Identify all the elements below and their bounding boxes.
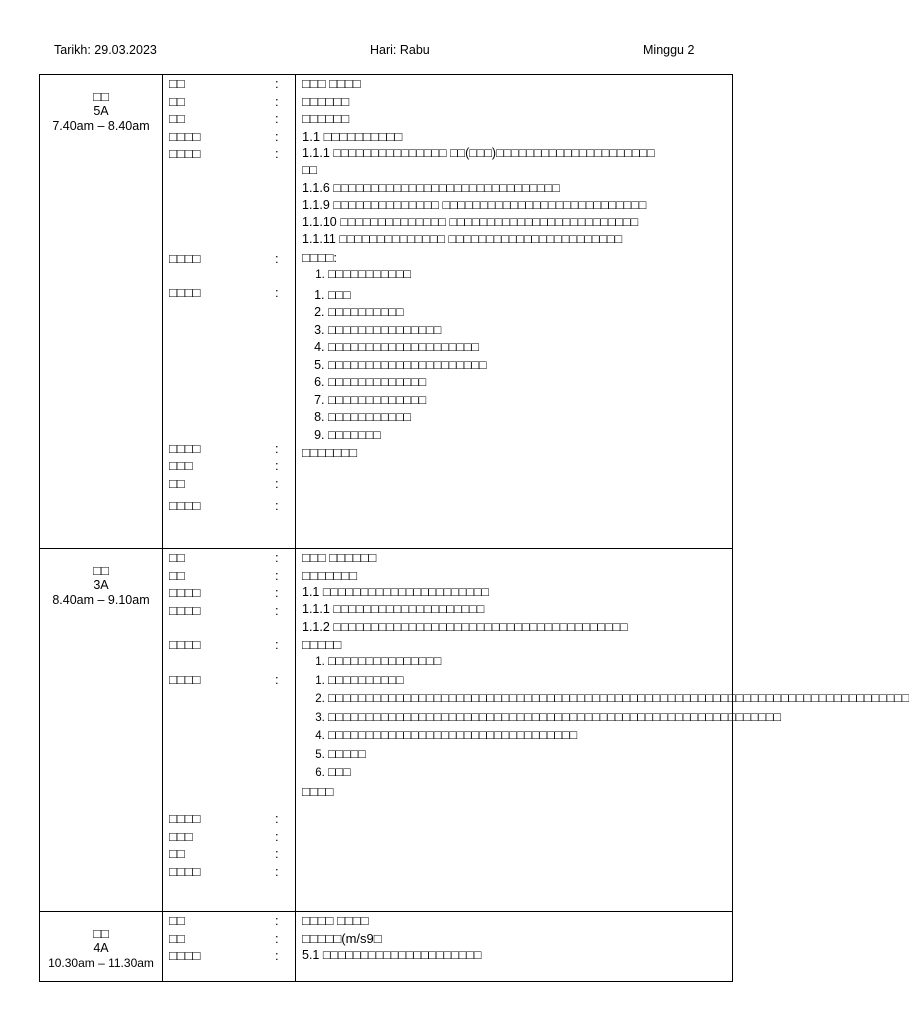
label-row: [169, 810, 295, 828]
field-label: □□: [169, 550, 185, 565]
list-item: 6. □□□□□□□□□□□□□: [328, 374, 732, 392]
field-label: □□□□: [169, 498, 201, 513]
label-row: [169, 284, 295, 302]
objective-list: [302, 266, 732, 285]
class-code: 4A: [93, 941, 109, 955]
colon-separator: :: [275, 550, 279, 565]
label-row: [169, 440, 295, 458]
content-line: 1.1.10 □□□□□□□□□□□□□□ □□□□□□□□□□□□□□□□□□□□□□□□□: [302, 215, 639, 230]
label-cell: [163, 75, 296, 549]
label-row: [169, 75, 295, 93]
list-item: 4. □□□□□□□□□□□□□□□□□□□□□□□□□□□□□□□□□: [328, 727, 732, 746]
label-row: [169, 863, 295, 881]
objective-heading: □□□□:: [302, 249, 338, 265]
content-line: □□□ □□□□□□: [302, 550, 377, 565]
list-item: 4. □□□□□□□□□□□□□□□□□□□□: [328, 339, 732, 357]
list-item: 1. □□□□□□□□□□: [328, 672, 732, 691]
field-label: □□□□: [169, 637, 201, 652]
colon-separator: :: [275, 846, 279, 861]
colon-separator: :: [275, 475, 279, 491]
field-label: □□: [169, 111, 185, 126]
list-item: 1. □□□□□□□□□□□□□□□: [328, 653, 732, 672]
objective-list: [302, 653, 732, 672]
field-label: □□: [169, 913, 185, 928]
field-label: □□□□: [169, 128, 201, 144]
field-label: □□□□: [169, 146, 201, 161]
content-cell: [296, 912, 733, 982]
colon-separator: :: [275, 76, 279, 91]
label-spacer: [169, 302, 295, 440]
field-label: □□: [169, 475, 185, 491]
content-line: □□□□: [302, 783, 334, 799]
list-item: 3. □□□□□□□□□□□□□□□: [328, 322, 732, 340]
lesson-plan-table: [39, 74, 909, 982]
colon-separator: :: [275, 671, 279, 687]
content-line: 1.1.6 □□□□□□□□□□□□□□□□□□□□□□□□□□□□□□: [302, 180, 560, 195]
header-date: Tarikh: 29.03.2023: [54, 43, 157, 57]
session-row: [40, 912, 733, 982]
content-line: 1.1.1 □□□□□□□□□□□□□□□ □□(□□□)□□□□□□□□□□□□□□□□□□□□□: [302, 146, 655, 160]
list-item: 2. □□□□□□□□□□: [328, 304, 732, 322]
label-row: [169, 128, 295, 146]
label-row: [169, 549, 295, 567]
label-cell: [163, 912, 296, 982]
colon-separator: :: [275, 602, 279, 618]
class-code: 5A: [93, 104, 109, 118]
field-label: □□: [169, 567, 185, 583]
label-row: [169, 250, 295, 268]
subject-name: □□: [93, 563, 109, 578]
field-label: □□□□: [169, 285, 201, 300]
field-label: □□□□: [169, 948, 201, 963]
colon-separator: :: [275, 913, 279, 928]
label-spacer: [169, 163, 295, 250]
list-item: 5. □□□□□: [328, 746, 732, 765]
field-label: □□□□: [169, 440, 201, 456]
content-line: □□: [302, 163, 318, 178]
field-label: □□: [169, 76, 185, 91]
label-row: [169, 930, 295, 948]
content-line: 1.1.11 □□□□□□□□□□□□□□ □□□□□□□□□□□□□□□□□□□□□□□: [302, 232, 623, 247]
label-row: [169, 567, 295, 585]
colon-separator: :: [275, 585, 279, 600]
session-time: 7.40am – 8.40am: [52, 119, 150, 133]
colon-separator: :: [275, 285, 279, 300]
content-line: 1.1.1 □□□□□□□□□□□□□□□□□□□□: [302, 602, 485, 617]
label-row: [169, 497, 295, 515]
list-item: 6. □□□: [328, 764, 732, 783]
content-line: 1.1 □□□□□□□□□□□□□□□□□□□□□□: [302, 585, 489, 599]
content-line: □□□□□(m/s9□: [302, 930, 382, 946]
colon-separator: :: [275, 93, 279, 109]
content-cell: [296, 549, 909, 912]
session-row: [40, 75, 733, 549]
content-line: 1.1.9 □□□□□□□□□□□□□□ □□□□□□□□□□□□□□□□□□□□□□□□□□□: [302, 197, 647, 212]
subject-name: □□: [93, 89, 109, 104]
label-cell: [163, 549, 296, 912]
list-item: 2. □□□□□□□□□□□□□□□□□□□□□□□□□□□□□□□□□□□□□□□□□□□□□□□□□□□□□□□□□□□□□□□□□□□□□□□□□□□□□: [328, 690, 732, 709]
list-item: 8. □□□□□□□□□□□: [328, 409, 732, 427]
colon-separator: :: [275, 128, 279, 144]
session-time: 8.40am – 9.10am: [52, 593, 150, 607]
objective-heading: □□□□□: [302, 636, 342, 652]
label-row: [169, 671, 295, 689]
field-label: □□□□: [169, 585, 201, 600]
label-spacer: [169, 619, 295, 636]
list-item: 7. □□□□□□□□□□□□□: [328, 392, 732, 410]
colon-separator: :: [275, 811, 279, 826]
colon-separator: :: [275, 948, 279, 963]
class-info-cell: [40, 549, 163, 912]
list-item: 1. □□□: [328, 287, 732, 305]
content-line: □□□□□□: [302, 111, 350, 126]
label-row: [169, 145, 295, 163]
header-day: Hari: Rabu: [370, 43, 430, 57]
field-label: □□□□: [169, 250, 201, 266]
label-row: [169, 828, 295, 846]
label-row: [169, 584, 295, 602]
colon-separator: :: [275, 828, 279, 844]
session-row: [40, 549, 733, 912]
colon-separator: :: [275, 111, 279, 126]
label-spacer: [169, 654, 295, 671]
class-info-cell: [40, 75, 163, 549]
content-line: 1.1.2 □□□□□□□□□□□□□□□□□□□□□□□□□□□□□□□□□□□□□□□: [302, 619, 628, 634]
label-row: [169, 602, 295, 620]
label-row: [169, 912, 295, 930]
colon-separator: :: [275, 458, 279, 473]
field-label: □□: [169, 930, 185, 946]
subject-name: □□: [93, 926, 109, 941]
activity-list: [302, 287, 732, 445]
label-row: [169, 93, 295, 111]
field-label: □□□□: [169, 602, 201, 618]
content-line: 1.1 □□□□□□□□□□: [302, 128, 403, 144]
field-label: □□□□: [169, 863, 201, 879]
content-line: □□□□□□□: [302, 445, 357, 461]
label-row: [169, 475, 295, 493]
colon-separator: :: [275, 146, 279, 161]
content-line: 5.1 □□□□□□□□□□□□□□□□□□□□□: [302, 948, 482, 962]
label-spacer: [169, 688, 295, 810]
content-line: □□□ □□□□: [302, 76, 361, 91]
field-label: □□: [169, 846, 185, 861]
label-row: [169, 636, 295, 654]
field-label: □□□□: [169, 811, 201, 826]
field-label: □□□□: [169, 671, 201, 687]
colon-separator: :: [275, 567, 279, 583]
field-label: □□□: [169, 828, 193, 844]
colon-separator: :: [275, 440, 279, 456]
list-item: 1. □□□□□□□□□□□: [328, 266, 732, 285]
activity-list: [302, 672, 909, 783]
class-code: 3A: [93, 578, 109, 592]
content-line: □□□□□□: [302, 93, 350, 109]
colon-separator: :: [275, 250, 279, 266]
content-cell: [296, 75, 733, 549]
field-label: □□□: [169, 458, 193, 473]
label-row: [169, 845, 295, 863]
content-line: □□□□□□□: [302, 567, 357, 583]
label-spacer: [169, 267, 295, 284]
label-row: [169, 947, 295, 965]
colon-separator: :: [275, 930, 279, 946]
list-item: 9. □□□□□□□: [328, 427, 732, 445]
label-row: [169, 110, 295, 128]
label-row: [169, 457, 295, 475]
list-item: 3. □□□□□□□□□□□□□□□□□□□□□□□□□□□□□□□□□□□□□□□□□□□□□□□□□□□□□□□□□□□□: [328, 709, 732, 728]
field-label: □□: [169, 93, 185, 109]
list-item: 5. □□□□□□□□□□□□□□□□□□□□□: [328, 357, 732, 375]
session-time: 10.30am – 11.30am: [48, 956, 154, 970]
content-line: □□□□ □□□□: [302, 913, 369, 928]
class-info-cell: [40, 912, 163, 982]
colon-separator: :: [275, 637, 279, 652]
header-week: Minggu 2: [643, 43, 695, 57]
colon-separator: :: [275, 863, 279, 879]
colon-separator: :: [275, 498, 279, 513]
